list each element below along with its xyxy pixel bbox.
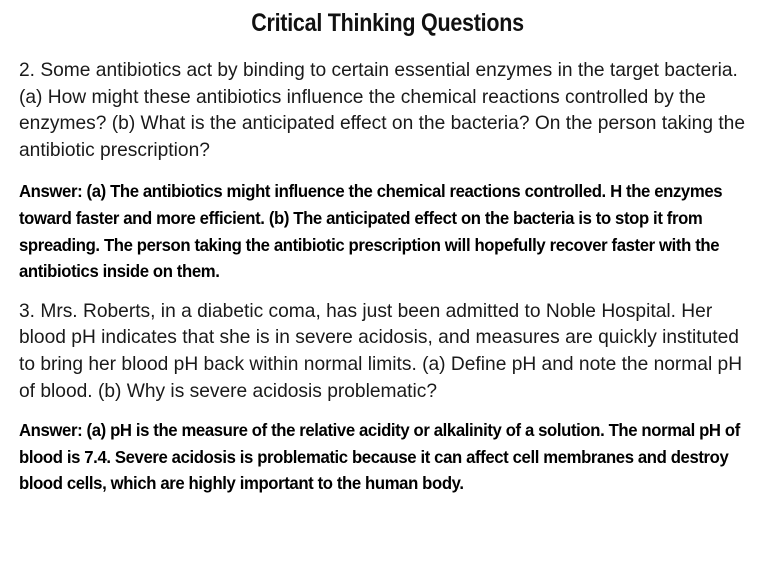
answer-2-text: Answer: (a) The antibiotics might influence the chemical reactions controlled. H the enzymes toward faster and more efficient. (b) The anticipated effect on the bacteria is to stop it from spreading. The person taking the antibiotic prescription will hopefully recover faster with the antibiotics inside on them. — [19, 181, 723, 282]
question-3-text: 3. Mrs. Roberts, in a diabetic coma, has just been admitted to Noble Hospital. Her blood pH indicates that she is in severe acidosis, and measures are quickly instituted to bring her blood pH back within normal limits. (a) Define pH and note the normal pH of blood. (b) Why is severe acidosis problematic? — [19, 300, 743, 402]
page-title: Critical Thinking Questions — [251, 9, 524, 37]
answer-3-text: Answer: (a) pH is the measure of the relative acidity or alkalinity of a solution. The normal pH of blood is 7.4. Severe acidosis is problematic because it can affect cell membranes and destroy blood cells, which are highly important to the human body. — [19, 420, 740, 494]
question-2-text: 2. Some antibiotics act by binding to certain essential enzymes in the target bacteria. (a) How might these antibiotics influence the chemical reactions controlled by the enzymes? (b) What is the anticipated effect on the bacteria? On the person taking the antibiotic prescription? — [19, 60, 745, 161]
